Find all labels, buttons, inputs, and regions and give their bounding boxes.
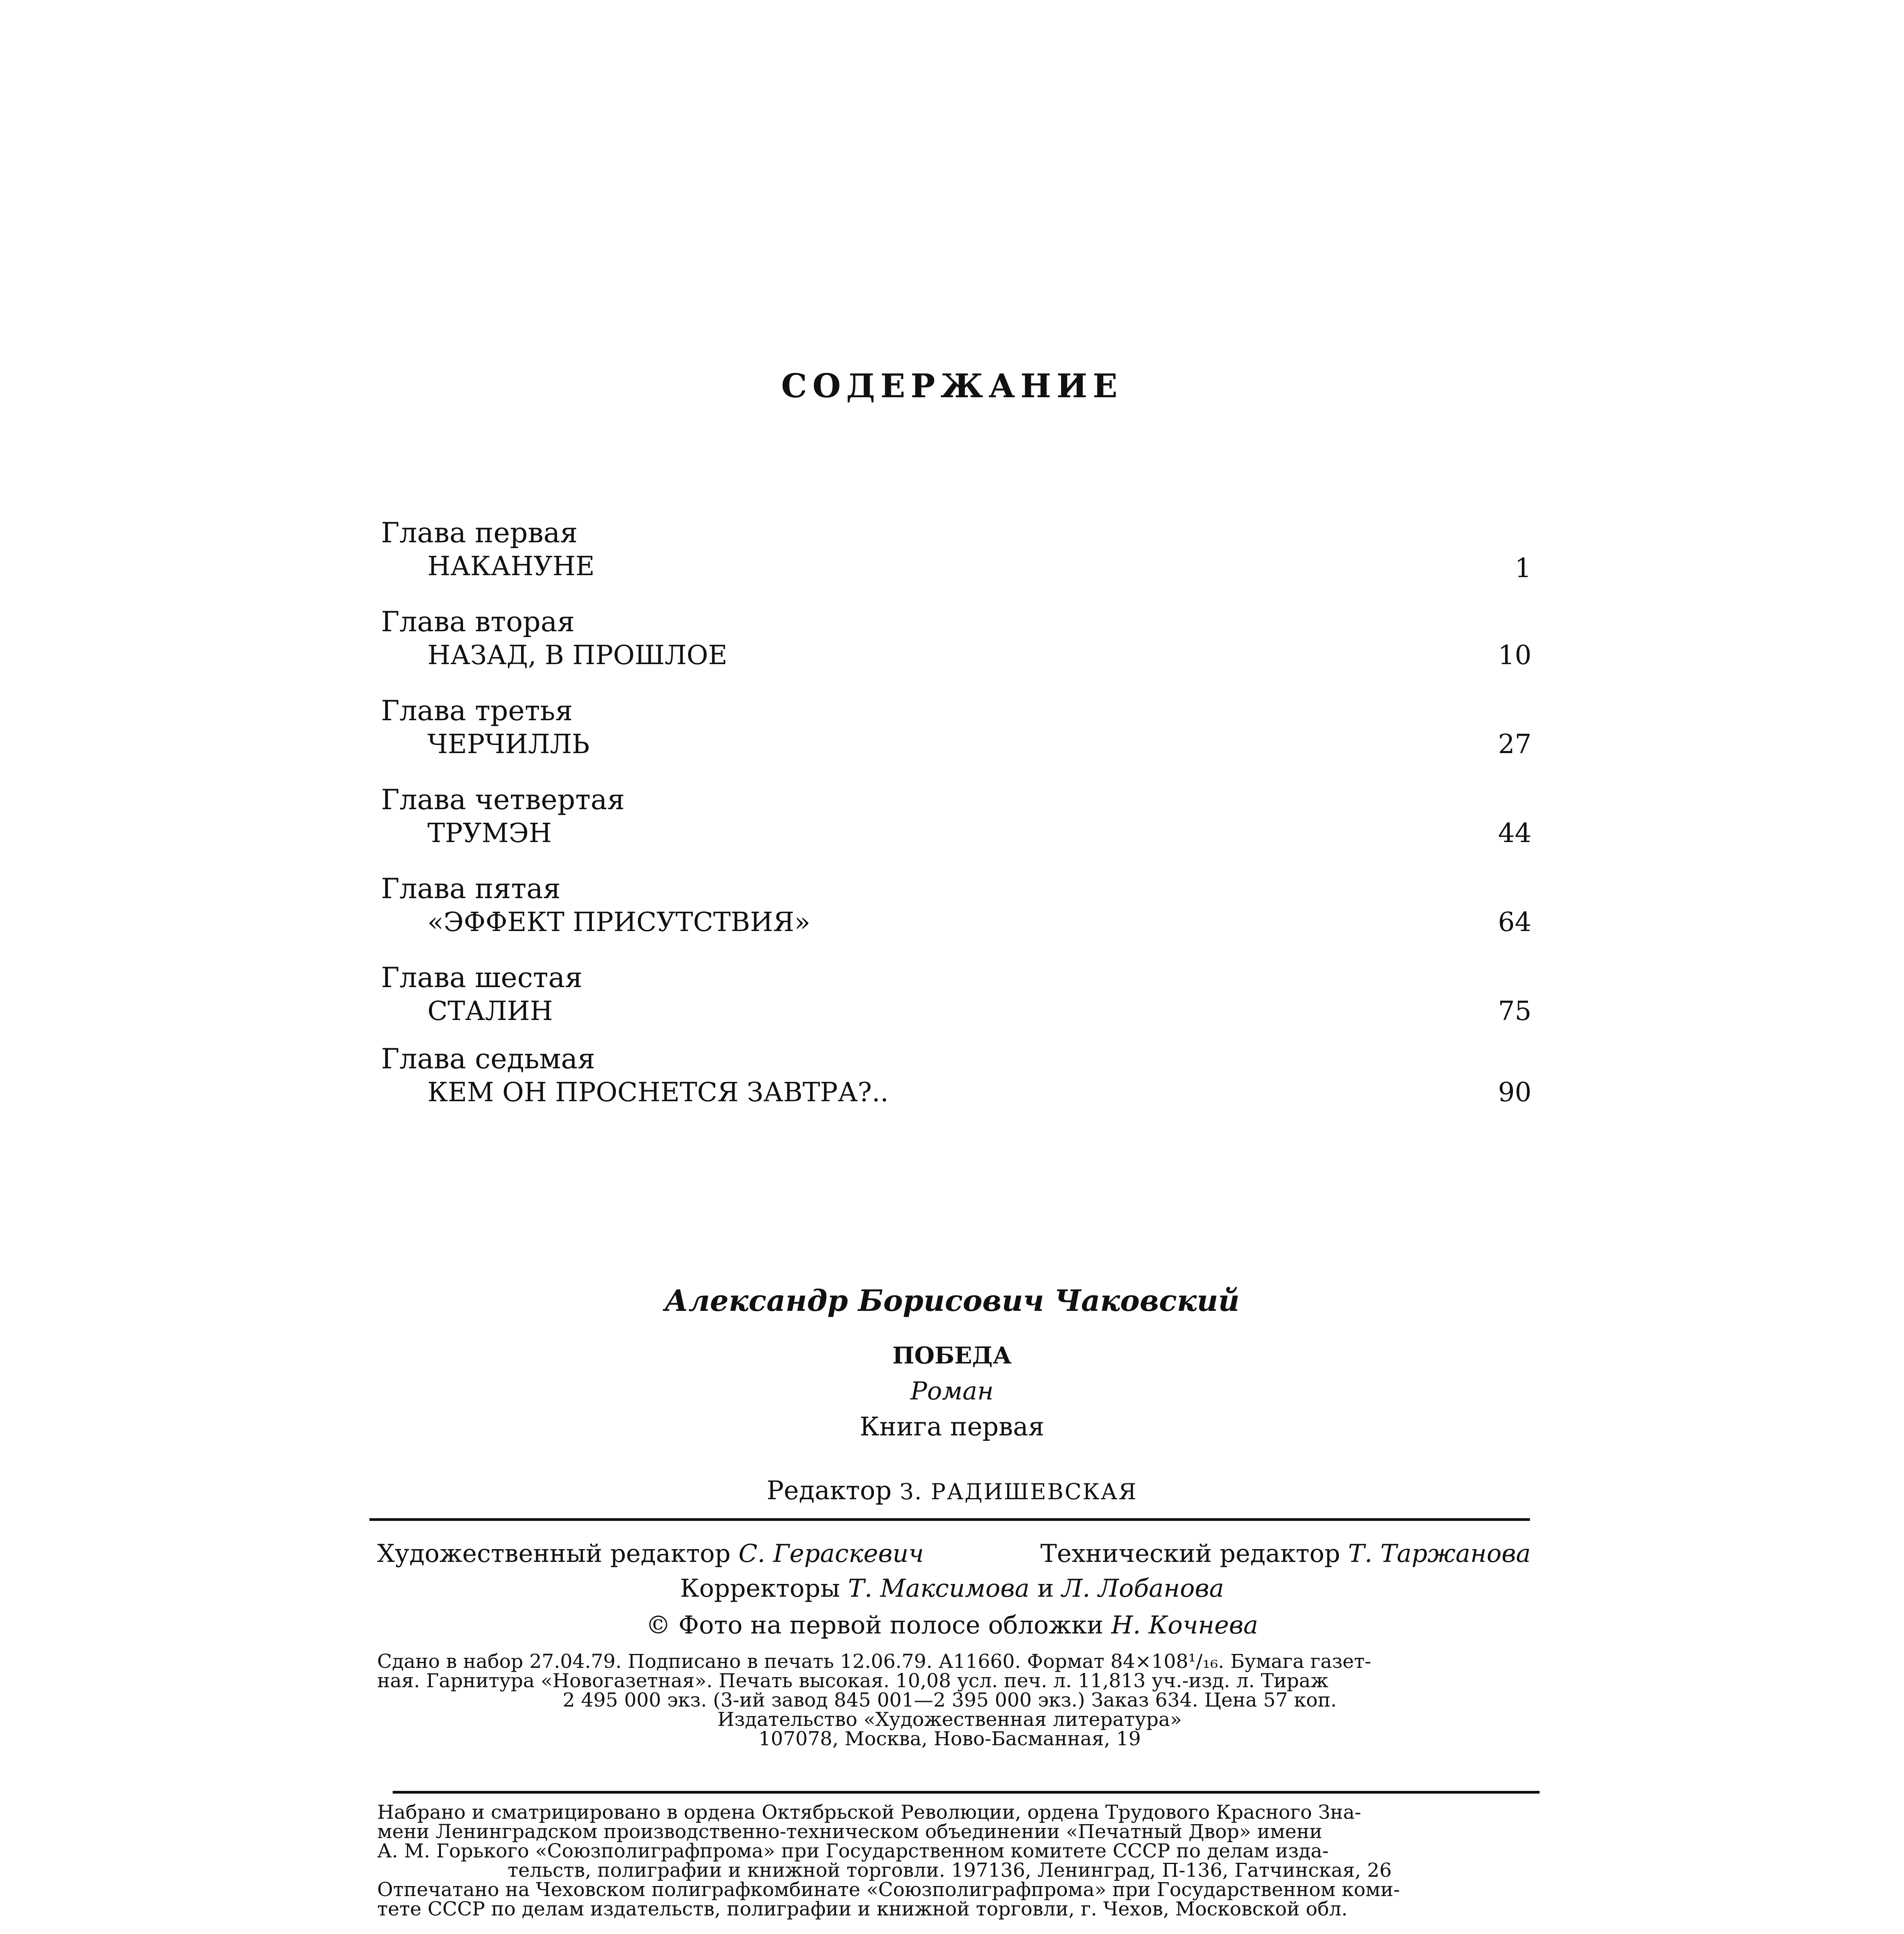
- printing-details-line: тельств, полиграфии и книжной торговли. 197136, Ленинград, П-136, Гатчинская, 26: [508, 1859, 1392, 1881]
- photo-credit-label: © Фото на первой полосе обложки: [646, 1611, 1104, 1640]
- art-editor-label: Художественный редактор: [377, 1539, 731, 1568]
- chapter-label-3: Глава третья: [381, 694, 573, 727]
- photo-credit-line: [0, 1611, 1904, 1640]
- tech-editor-name: Т. Таржанова: [1348, 1539, 1531, 1568]
- chapter-name-1: НАКАНУНЕ: [427, 551, 595, 582]
- chapter-page-4: 44: [1498, 818, 1531, 849]
- chapter-name-7: КЕМ ОН ПРОСНЕТСЯ ЗАВТРА?..: [427, 1077, 889, 1108]
- photo-credit-author: Н. Кочнева: [1111, 1611, 1258, 1640]
- printing-details-line: Набрано и сматрицировано в ордена Октябрьской Революции, ордена Трудового Красного Зна-: [377, 1801, 1361, 1823]
- proofreaders-line: [0, 1574, 1904, 1603]
- art-editor-name: С. Гераскевич: [738, 1539, 924, 1568]
- contents-title: СОДЕРЖАНИЕ: [781, 367, 1123, 405]
- chapter-label-5: Глава пятая: [381, 872, 561, 905]
- chapter-page-5: 64: [1498, 907, 1531, 938]
- chapter-page-3: 27: [1498, 729, 1531, 760]
- printing-details-line: мени Ленинградском производственно-техническом объединении «Печатный Двор» имени: [377, 1820, 1323, 1843]
- chapter-page-6: 75: [1498, 996, 1531, 1027]
- chapter-page-2: 10: [1498, 640, 1531, 671]
- print-details-line: 107078, Москва, Ново-Басманная, 19: [758, 1727, 1141, 1750]
- tech-editor-label: Технический редактор: [1040, 1539, 1340, 1568]
- editor-line: [0, 1476, 1904, 1505]
- print-details: [377, 1652, 1522, 1748]
- proofreaders-and: и: [1037, 1574, 1054, 1603]
- print-details-line: Издательство «Художественная литература»: [717, 1708, 1182, 1731]
- printing-details: [377, 1802, 1522, 1919]
- chapter-name-5: «ЭФФЕКТ ПРИСУТСТВИЯ»: [427, 907, 810, 938]
- tech-editor-line: [1041, 1539, 1531, 1568]
- chapter-label-7: Глава седьмая: [381, 1042, 595, 1075]
- chapter-name-4: ТРУМЭН: [427, 818, 552, 849]
- volume: Книга первая: [860, 1412, 1044, 1442]
- proofreaders-label: Корректоры: [680, 1574, 840, 1603]
- chapter-page-1: 1: [1514, 553, 1531, 584]
- chapter-name-2: НАЗАД, В ПРОШЛОЕ: [427, 640, 728, 671]
- print-details-line: ная. Гарнитура «Новогазетная». Печать высокая. 10,08 усл. печ. л. 11,813 уч.-изд. л. Тираж: [377, 1669, 1328, 1692]
- editor-label: Редактор: [766, 1476, 892, 1505]
- author-name: Александр Борисович Чаковский: [664, 1283, 1240, 1318]
- print-details-line: Сдано в набор 27.04.79. Подписано в печать 12.06.79. А11660. Формат 84×108¹/₁₆. Бумага газет-: [377, 1650, 1371, 1673]
- proofreader-1: Т. Максимова: [848, 1574, 1030, 1603]
- art-editor-line: [377, 1539, 924, 1568]
- printing-details-line: тете СССР по делам издательств, полиграфии и книжной торговли, г. Чехов, Московской обл.: [377, 1898, 1348, 1920]
- printing-details-line: А. М. Горького «Союзполиграфпрома» при Государственном комитете СССР по делам изда-: [377, 1840, 1329, 1862]
- print-details-line: 2 495 000 экз. (3-ий завод 845 001—2 395 000 экз.) Заказ 634. Цена 57 коп.: [562, 1689, 1337, 1711]
- chapter-page-7: 90: [1498, 1077, 1531, 1108]
- chapter-label-1: Глава первая: [381, 516, 578, 549]
- printing-details-line: Отпечатано на Чеховском полиграфкомбинате «Союзполиграфпрома» при Государственном коми-: [377, 1878, 1400, 1901]
- divider-middle: [393, 1791, 1540, 1794]
- proofreader-2: Л. Лобанова: [1061, 1574, 1224, 1603]
- divider-top: [369, 1518, 1530, 1521]
- chapter-name-6: СТАЛИН: [427, 996, 553, 1027]
- chapter-label-2: Глава вторая: [381, 605, 575, 638]
- chapter-label-4: Глава четвертая: [381, 783, 625, 816]
- editor-name: З. РАДИШЕВСКАЯ: [899, 1479, 1138, 1505]
- chapter-label-6: Глава шестая: [381, 961, 583, 994]
- book-title: ПОБЕДА: [892, 1342, 1012, 1369]
- genre: Роман: [910, 1377, 994, 1406]
- chapter-name-3: ЧЕРЧИЛЛЬ: [427, 729, 590, 760]
